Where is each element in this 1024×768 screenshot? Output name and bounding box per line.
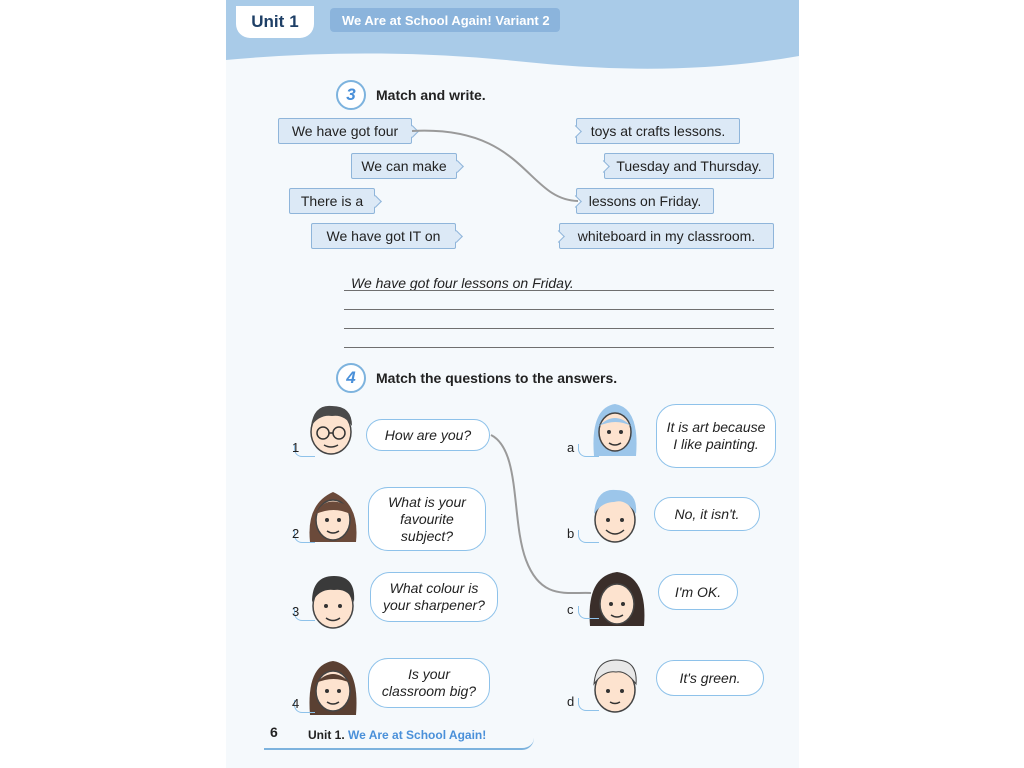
workbook-page: [226, 0, 799, 768]
unit-number: 1: [289, 12, 299, 31]
left-part-3[interactable]: There is a: [289, 188, 375, 214]
left-part-1[interactable]: We have got four: [278, 118, 412, 144]
writing-line-2[interactable]: [344, 309, 774, 310]
left-part-4[interactable]: We have got IT on: [311, 223, 456, 249]
right-part-4[interactable]: whiteboard in my classroom.: [559, 223, 774, 249]
variant-title: We Are at School Again! Variant 2: [330, 8, 560, 32]
exercise-4-heading: [336, 363, 617, 393]
question-3-number: 3: [292, 604, 300, 619]
question-2-bubble[interactable]: What is your favourite subject?: [368, 487, 486, 551]
exercise-3-number: 3: [336, 80, 366, 110]
writing-line-4[interactable]: [344, 347, 774, 348]
answer-b-bubble[interactable]: No, it isn't.: [654, 497, 760, 531]
answer-d-bubble[interactable]: It's green.: [656, 660, 764, 696]
unit-word: Unit: [251, 12, 285, 31]
right-part-1[interactable]: toys at crafts lessons.: [576, 118, 740, 144]
right-part-2[interactable]: Tuesday and Thursday.: [604, 153, 774, 179]
question-4-number: 4: [292, 696, 300, 711]
answer-d-letter: d: [567, 694, 575, 709]
footer-unit-title: [308, 728, 486, 742]
writing-line-3[interactable]: [344, 328, 774, 329]
question-4-bubble[interactable]: Is your classroom big?: [368, 658, 490, 708]
girl-curly-hair-icon: [586, 568, 648, 632]
boy-dark-hair-icon: [304, 570, 362, 632]
question-3-bubble[interactable]: What colour is your sharpener?: [370, 572, 498, 622]
match-line-ex4: [491, 435, 591, 593]
exercise-3-instruction: Match and write.: [376, 87, 486, 103]
example-answer: We have got four lessons on Friday.: [351, 275, 574, 291]
answer-c-marker: [578, 606, 599, 619]
page-number: 6: [270, 724, 278, 740]
answer-a-letter: a: [567, 440, 575, 455]
answer-a-bubble[interactable]: It is art because I like painting.: [656, 404, 776, 468]
answer-b-marker: [578, 530, 599, 543]
answer-b-letter: b: [567, 526, 575, 541]
writing-line-1[interactable]: [344, 290, 774, 291]
answer-a-marker: [578, 444, 599, 457]
exercise-4-instruction: Match the questions to the answers.: [376, 370, 618, 386]
question-2-number: 2: [292, 526, 300, 541]
answer-c-letter: c: [567, 602, 574, 617]
footer-unit-label: Unit 1.: [308, 728, 345, 742]
match-line-ex3: [412, 131, 578, 201]
footer-unit-name: We Are at School Again!: [348, 728, 487, 742]
answer-d-marker: [578, 698, 599, 711]
exercise-4-number: 4: [336, 363, 366, 393]
question-1-number: 1: [292, 440, 300, 455]
right-part-3[interactable]: lessons on Friday.: [576, 188, 714, 214]
left-part-2[interactable]: We can make: [351, 153, 457, 179]
answer-c-bubble[interactable]: I'm OK.: [658, 574, 738, 610]
question-1-bubble[interactable]: How are you?: [366, 419, 490, 451]
